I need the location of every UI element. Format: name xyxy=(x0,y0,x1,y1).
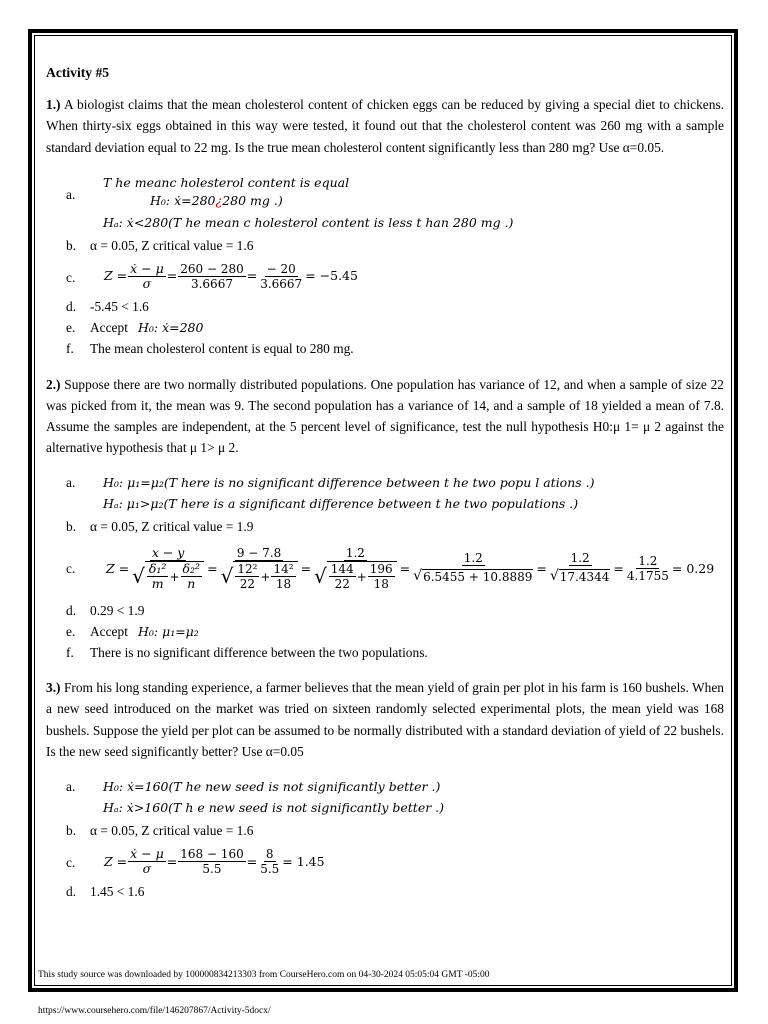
q2-frac-3: 1.2 √ $\frac{144}{22}$ + $\frac{196}{18}$ xyxy=(312,546,399,591)
question-1-number: 1.) xyxy=(46,97,61,113)
download-footer: This study source was downloaded by 100000834213303 from CourseHero.com on 04-30-2024 05:05:04 GMT -05:00 xyxy=(38,970,490,980)
q2-frac-2: 9 − 7.8 √ $\frac{\text{12²}}{22}$ + $\frac{\text{14²}}{18}$ xyxy=(219,546,300,591)
question-2-text: Suppose there are two normally distributed populations. One population has variance of 12, and when a sample of size 22 was picked from it, the mean was 9. The second population has a variance of 14, and a sample of 18 yielded a mean of 7.8. Assume the samples are independent, at the 5 percent level of significance, test the null hypothesis H0:μ 1= μ 2 against the alternative hypothesis that μ 1> μ 2. xyxy=(46,376,724,456)
q1-frac-2: $\frac{260 - 280}{3.6667}$ xyxy=(180,261,244,291)
q1-answer-e: e. Accept H₀: ẋ=280 xyxy=(66,320,204,336)
q2-a-ha: Hₐ: μ₁>μ₂(T here is a significant difference between t he two populations .) xyxy=(103,496,579,512)
q2-answer-f: f. There is no significant difference between the two populations. xyxy=(66,645,428,661)
q1-answer-f: f. The mean cholesterol content is equal to 280 mg. xyxy=(66,341,354,357)
q3-frac-2: $\frac{168 - 160}{5.5}$ xyxy=(180,846,244,876)
q1-frac-1: $\frac{\text{ẋ − μ}}{\sigma}$ xyxy=(130,260,164,291)
q2-answer-c: c. Z = x − y √ $\frac{\text{δ₁²}}{m}$ + $\frac{\text{δ₂²}}{n}$ = 9 − 7.8 √ $\frac{\text{12²}}{22}$ + $\frac{\text{14²}}{18}$ = 1.2 √ $\frac{144}{22}$ + $\frac{196}{18}$ = 1.2 √ 6.5455 + 10.8889 = 1.2 √ 17.4344 = $\frac{1.2}{4.1755}$ = 0.29 xyxy=(66,545,715,592)
q2-frac-4: 1.2 √ 6.5455 + 10.8889 xyxy=(413,551,533,585)
question-3 xyxy=(46,677,724,762)
q3-a-ha: Hₐ: ẋ>160(T h e new seed is not significantly better .) xyxy=(103,800,445,816)
q1-a-note: T he meanc holesterol content is equal xyxy=(103,174,350,190)
q3-answer-d: d. 1.45 < 1.6 xyxy=(66,884,145,900)
q2-a-h0: H₀: μ₁=μ₂(T here is no significant difference between t he two popu l ations .) xyxy=(103,475,595,491)
q3-answer-c: c. Z = $\frac{\text{ẋ − μ}}{\sigma}$ = $\frac{168 - 160}{5.5}$ = $\frac{8}{5.5}$ = 1.45 xyxy=(66,845,325,876)
q3-answer-b: b. α = 0.05, Z critical value = 1.6 xyxy=(66,823,254,839)
q1-answer-a xyxy=(46,172,724,235)
q1-answer-d: d. -5.45 < 1.6 xyxy=(66,299,149,315)
question-3-text: From his long standing experience, a farmer believes that the mean yield of grain per plot in his farm is 160 bushels. When a new seed introduced on the market was tried on sixteen randomly selected experimental plots, the mean yield was 168 bushels. Suppose the yield per plot can be assumed to be normally distributed with a standard deviation of yield of 22 bushels. Is the new seed significantly better? Use α=0.05 xyxy=(46,680,724,759)
q2-answer-e: e. Accept H₀: μ₁=μ₂ xyxy=(66,623,199,639)
q2-answer-a: a. H₀: μ₁=μ₂(T here is no significant difference between t he two popu l ations .) Hₐ: μ₁>μ₂(T here is a significant difference between t he two populations .) xyxy=(46,472,724,516)
label-a: a. xyxy=(66,186,76,202)
activity-title: Activity #5 xyxy=(46,65,110,80)
q3-frac-1: $\frac{\text{ẋ − μ}}{\sigma}$ xyxy=(130,845,164,876)
question-2-number: 2.) xyxy=(46,376,61,392)
question-1-answers xyxy=(46,172,724,360)
q1-a-ha: Hₐ: ẋ<280(T he mean c holesterol content is less t han 280 mg .) xyxy=(103,214,514,230)
q1-answer-b: b. α = 0.05, Z critical value = 1.6 xyxy=(66,237,254,253)
source-url[interactable]: https://www.coursehero.com/file/146207867/Activity-5docx/ xyxy=(38,1006,271,1016)
q2-frac-5: 1.2 √ 17.4344 xyxy=(549,551,610,585)
question-2-answers xyxy=(46,472,724,663)
q3-answer-a: a. H₀: ẋ=160(T he new seed is not significantly better .) Hₐ: ẋ>160(T h e new seed is not significantly better .) xyxy=(46,776,724,820)
question-3-answers xyxy=(46,776,724,902)
document-body xyxy=(46,62,724,902)
q1-a-h0: H₀: ẋ=280¿280 mg .) xyxy=(150,192,283,208)
question-1 xyxy=(46,94,724,158)
q2-frac-1: x − y √ $\frac{\text{δ₁²}}{m}$ + $\frac{\text{δ₂²}}{n}$ xyxy=(130,546,206,591)
question-2 xyxy=(46,374,724,459)
q3-frac-3: $\frac{8}{5.5}$ xyxy=(260,846,280,876)
q2-answer-b: b. α = 0.05, Z critical value = 1.9 xyxy=(66,519,254,535)
q3-a-h0: H₀: ẋ=160(T he new seed is not significantly better .) xyxy=(103,779,441,795)
q1-frac-3: $\frac{- 20}{3.6667}$ xyxy=(260,261,303,291)
q1-answer-c: c. Z = $\frac{\text{ẋ − μ}}{\sigma}$ = $\frac{260 - 280}{3.6667}$ = $\frac{- 20}{3.6667}$ = −5.45 xyxy=(66,260,358,291)
q2-frac-6: $\frac{1.2}{4.1755}$ xyxy=(626,554,669,584)
question-3-number: 3.) xyxy=(46,680,61,696)
question-1-text: A biologist claims that the mean cholesterol content of chicken eggs can be reduced by giving a special diet to chickens. When thirty-six eggs obtained in this way were tested, it found out that the cholesterol content was 260 mg with a sample standard deviation equal to 22 mg. Is the true mean cholesterol content significantly less than 280 mg? Use α=0.05. xyxy=(46,97,725,155)
q2-answer-d: d. 0.29 < 1.9 xyxy=(66,602,145,618)
